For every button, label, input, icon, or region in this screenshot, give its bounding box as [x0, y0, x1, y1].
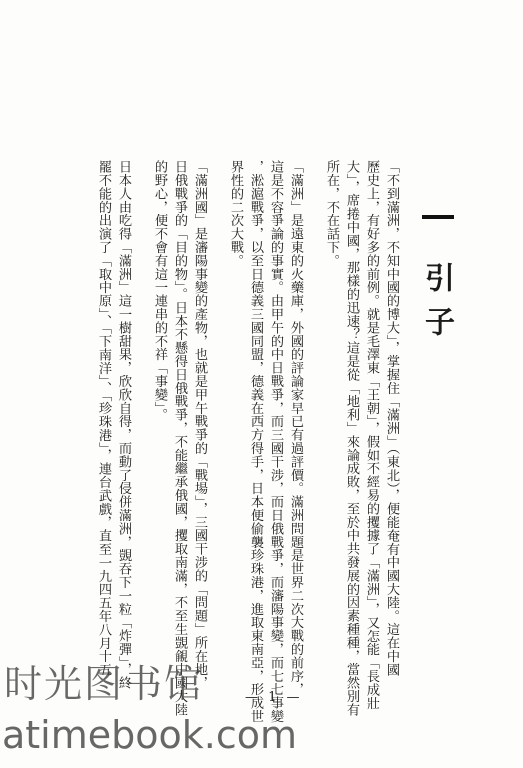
chapter-number [418, 197, 458, 237]
text-column-6: 這是不容爭論的事實。由甲午的中日戰爭，而三國干涉，而日俄戰爭，而瀋陽事變，而七七事變 [268, 160, 283, 723]
text-column-7: ，淞滬戰爭，以至日德義三國同盟，德義在西方得手，日本便偷襲珍珠港，進取東南亞，形成世 [248, 160, 263, 723]
text-column-4: 所在，不在話下。 [324, 160, 339, 268]
text-column-1: 「不到滿洲，不知中國的博大」，掌握住「滿洲」（東北），便能奄有中國大陸。這在中國 [384, 160, 399, 677]
text-column-11: 的野心，便不會有這一連串的不祥「事變」。 [152, 160, 167, 422]
text-column-2: 歷史上，有好多的前例。就是毛澤東「王朝」，假如不經易的攫據了「滿洲」，又怎能「長成壯 [364, 160, 379, 710]
text-column-13: 罷不能的出演了「取中原」、「下南洋」、「珍珠港」，連台武戲，直至一九四五年八月十五 [96, 160, 111, 677]
chapter-title: 引子 [419, 262, 454, 350]
page-number: — 1 — [245, 690, 303, 705]
text-column-8: 界性的二次大戰。 [228, 160, 243, 268]
text-column-9: 「滿洲國」是瀋陽事變的產物，也就是甲午戰爭的「戰場」，三國干涉的「問題」所在地， [192, 160, 207, 690]
watermark-site-name: 时光图书馆 [4, 662, 205, 706]
text-column-12: 日本人由吃得「滿洲」這一樹甜果，欣欣自得，而動了侵併滿洲，覬吞下一粒「炸彈」，終 [116, 160, 131, 690]
chapter-number-stroke [422, 215, 454, 219]
text-column-5: 「滿洲」是遠東的火藥庫，外國的評論家早已有過評價。滿洲問題是世界二次大戰的前序， [288, 160, 303, 696]
text-column-3: 大」，席捲中國，那樣的迅速？這是從「地利」來論成敗，至於中共發展的因素種種，當然別有 [344, 160, 359, 717]
watermark-site-url: atimebook.com [2, 713, 298, 757]
text-column-10: 日俄戰爭的「目的物」。日本不懸得日俄戰爭，不能繼承俄國，攫取南滿，不至生覬覦中國大陸 [172, 160, 187, 717]
